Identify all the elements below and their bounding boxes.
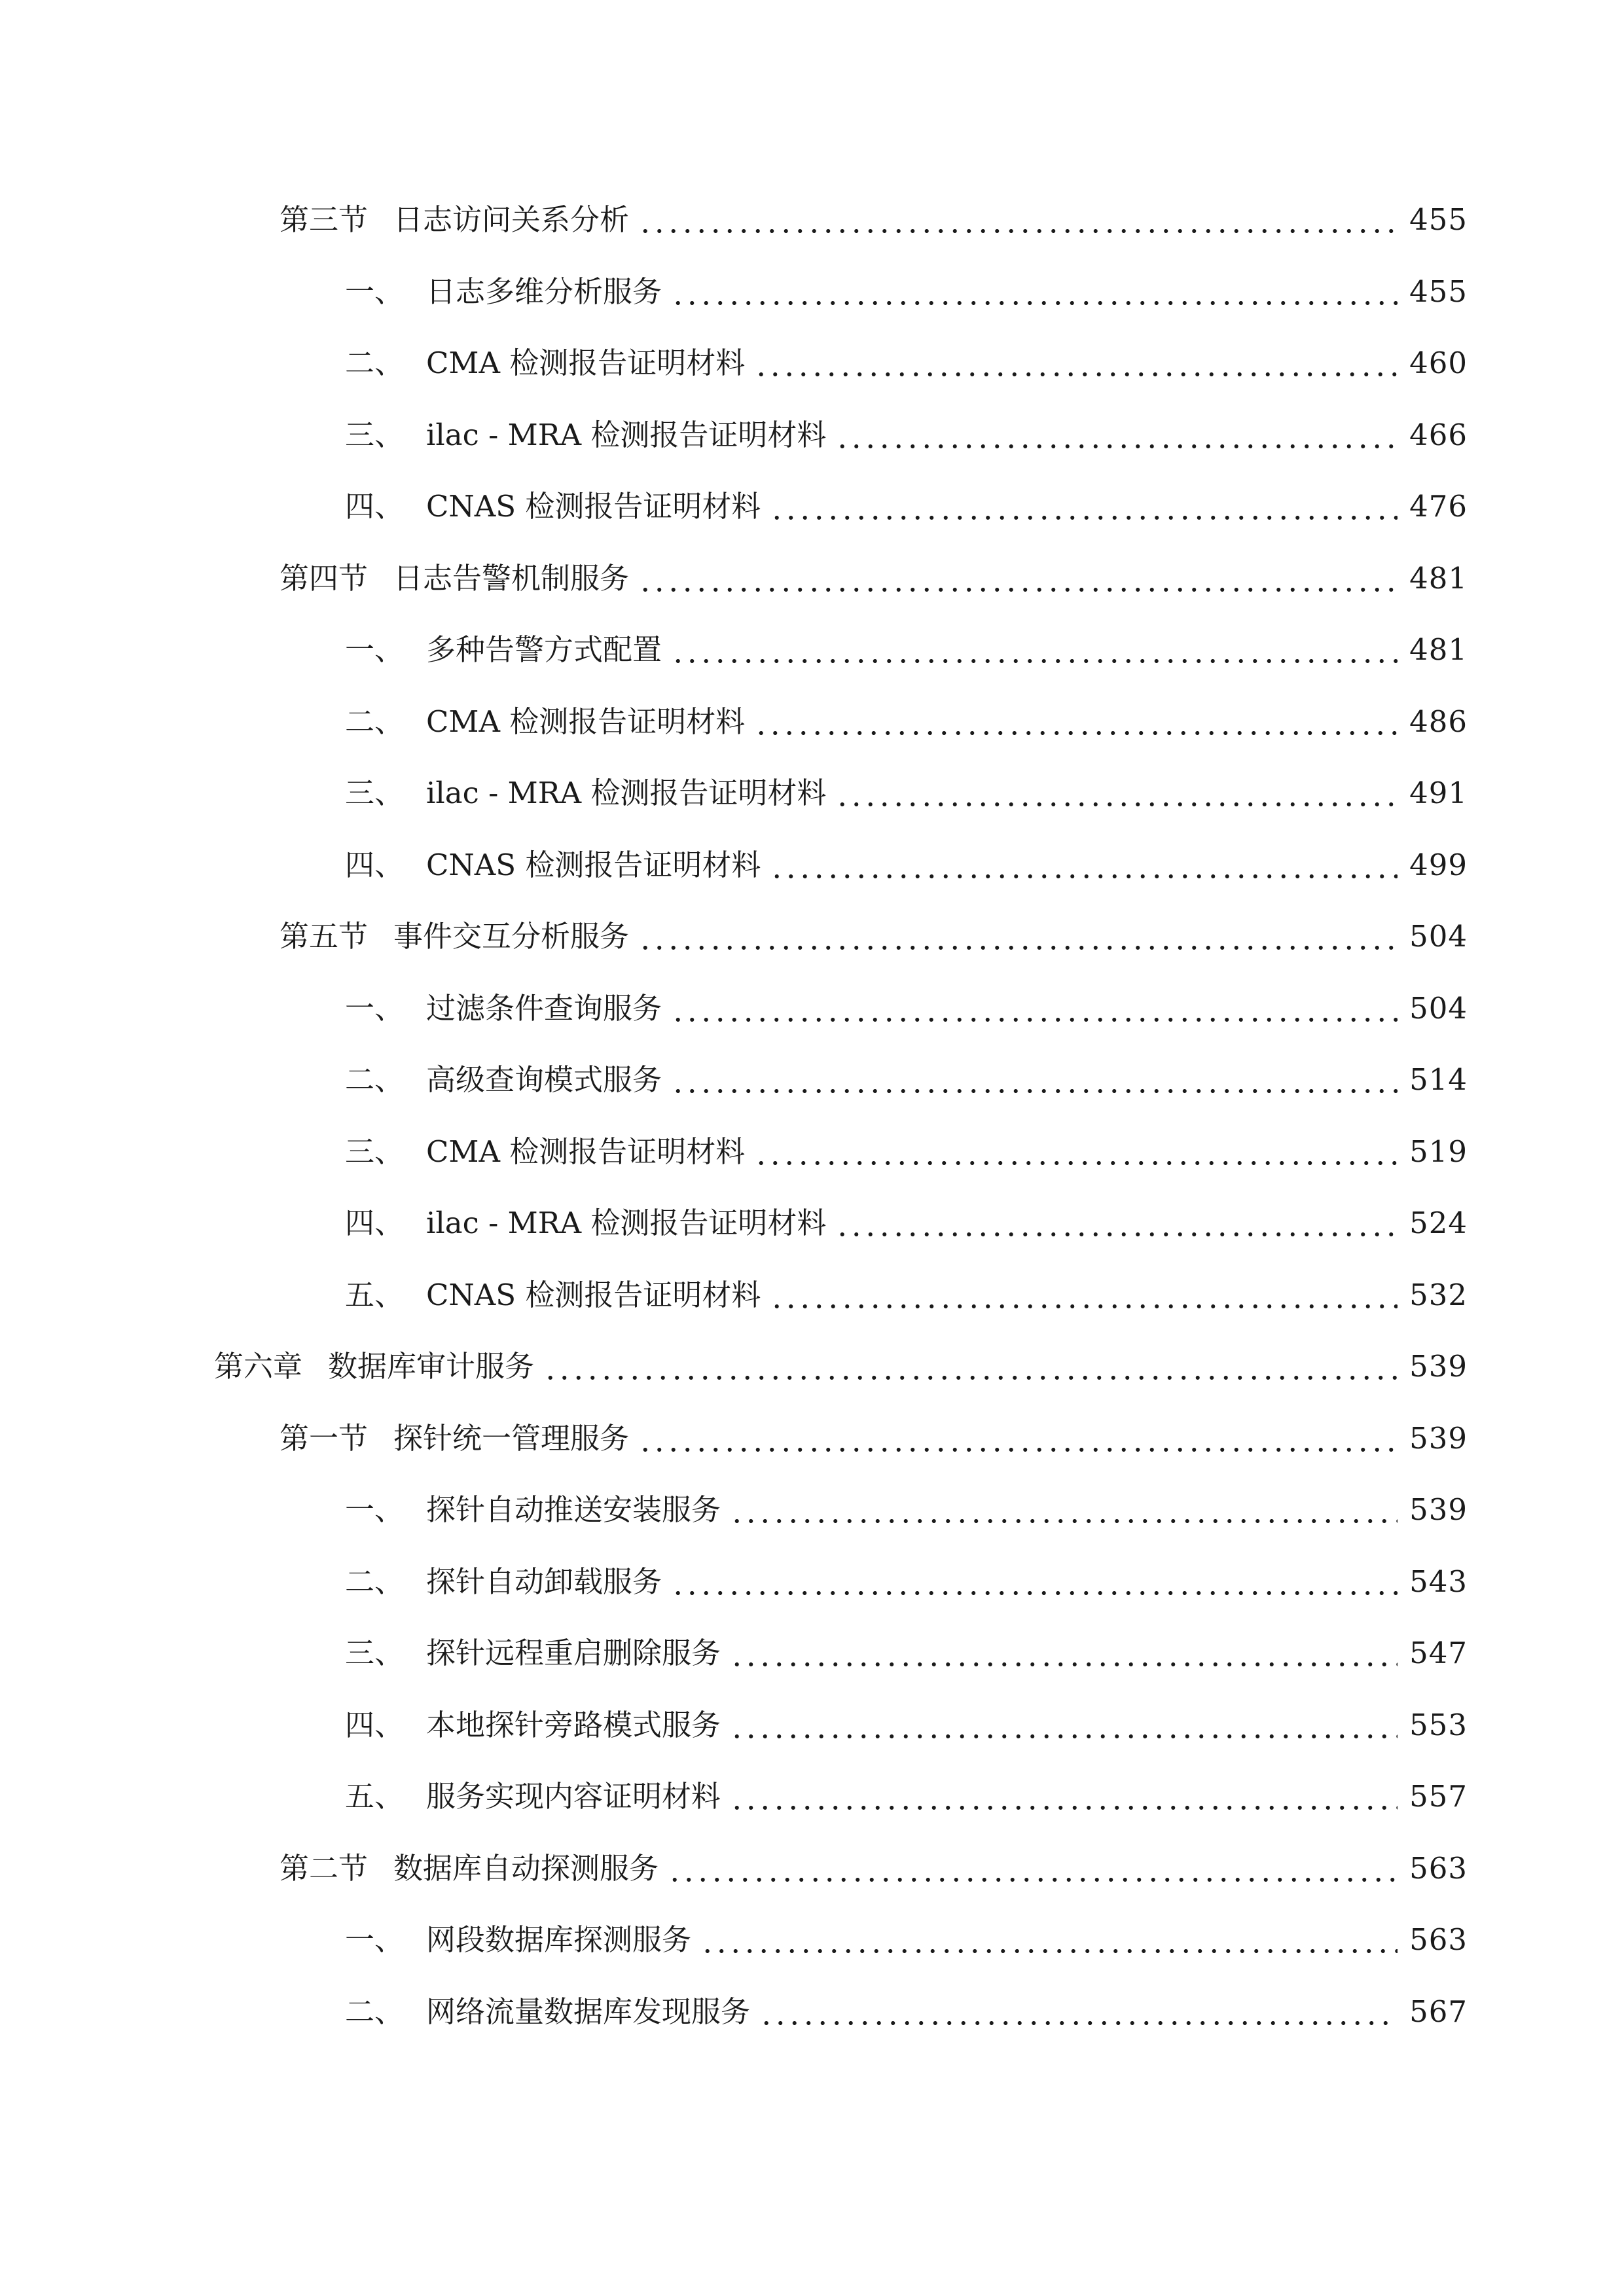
- toc-entry-title: 探针统一管理服务: [393, 1421, 630, 1456]
- toc-entry-number: 第一节: [280, 1421, 369, 1456]
- dot-leader: [638, 207, 1398, 233]
- toc-section-entry[interactable]: [280, 1842, 1468, 1895]
- toc-page-number: 553: [1409, 1708, 1468, 1742]
- dot-leader: [700, 1927, 1398, 1953]
- toc-entry-number: 二、: [345, 704, 405, 739]
- toc-page-number: 476: [1409, 489, 1468, 524]
- dot-leader: [730, 1640, 1398, 1666]
- toc-page-number: 557: [1409, 1779, 1468, 1814]
- toc-page-number: 466: [1409, 418, 1468, 452]
- toc-entry-title: CMA 检测报告证明材料: [426, 346, 746, 380]
- toc-subsection-entry[interactable]: [345, 767, 1468, 819]
- dot-leader: [671, 637, 1398, 663]
- toc-page-number: 460: [1409, 346, 1468, 380]
- toc-entry-number: 二、: [345, 346, 405, 380]
- toc-entry-title: CNAS 检测报告证明材料: [426, 848, 761, 882]
- toc-page-number: 524: [1409, 1206, 1468, 1240]
- toc-entry-number: 二、: [345, 1564, 405, 1599]
- toc-entry-title: 网络流量数据库发现服务: [426, 1994, 751, 2029]
- toc-subsection-entry[interactable]: [345, 1770, 1468, 1823]
- toc-entry-title: 多种告警方式配置: [426, 632, 662, 667]
- toc-entry-title: 探针自动卸载服务: [426, 1564, 662, 1599]
- toc-entry-title: 过滤条件查询服务: [426, 991, 662, 1026]
- toc-chapter-entry[interactable]: [214, 1340, 1468, 1393]
- toc-page-number: 504: [1409, 919, 1468, 954]
- toc-page-number: 547: [1409, 1636, 1468, 1670]
- toc-page-number: 567: [1409, 1994, 1468, 2029]
- table-of-contents: [0, 194, 1624, 2092]
- dot-leader: [638, 565, 1398, 592]
- toc-entry-number: 第二节: [280, 1851, 369, 1886]
- toc-entry-number: 二、: [345, 1062, 405, 1097]
- dot-leader: [638, 1426, 1398, 1452]
- toc-subsection-entry[interactable]: [345, 624, 1468, 676]
- toc-subsection-entry[interactable]: [345, 1126, 1468, 1178]
- toc-entry-number: 三、: [345, 418, 405, 452]
- toc-subsection-entry[interactable]: [345, 1054, 1468, 1106]
- toc-page-number: 539: [1409, 1492, 1468, 1527]
- toc-subsection-entry[interactable]: [345, 1986, 1468, 2038]
- dot-leader: [770, 1282, 1398, 1308]
- toc-entry-number: 四、: [345, 848, 405, 882]
- toc-page-number: 532: [1409, 1278, 1468, 1312]
- toc-entry-number: 三、: [345, 776, 405, 810]
- toc-page-number: 543: [1409, 1564, 1468, 1599]
- toc-entry-title: 数据库自动探测服务: [393, 1851, 659, 1886]
- dot-leader: [770, 852, 1398, 878]
- dot-leader: [754, 709, 1398, 735]
- toc-entry-number: 一、: [345, 274, 405, 309]
- toc-section-entry[interactable]: [280, 1412, 1468, 1465]
- toc-entry-number: 一、: [345, 991, 405, 1026]
- toc-subsection-entry[interactable]: [345, 1699, 1468, 1751]
- toc-page-number: 455: [1409, 274, 1468, 309]
- toc-page-number: 481: [1409, 561, 1468, 596]
- toc-section-entry[interactable]: [280, 552, 1468, 605]
- toc-entry-number: 三、: [345, 1134, 405, 1169]
- dot-leader: [835, 1210, 1398, 1236]
- toc-subsection-entry[interactable]: [345, 1197, 1468, 1249]
- toc-page-number: 563: [1409, 1922, 1468, 1957]
- toc-entry-number: 四、: [345, 489, 405, 524]
- toc-subsection-entry[interactable]: [345, 409, 1468, 461]
- toc-entry-number: 三、: [345, 1636, 405, 1670]
- toc-page-number: 519: [1409, 1134, 1468, 1169]
- toc-entry-title: 网段数据库探测服务: [426, 1922, 692, 1957]
- toc-page-number: 539: [1409, 1349, 1468, 1384]
- toc-page-number: 539: [1409, 1421, 1468, 1456]
- dot-leader: [671, 279, 1398, 305]
- toc-entry-title: ilac - MRA 检测报告证明材料: [426, 776, 827, 810]
- toc-subsection-entry[interactable]: [345, 266, 1468, 318]
- toc-entry-title: ilac - MRA 检测报告证明材料: [426, 1206, 827, 1240]
- dot-leader: [754, 1139, 1398, 1165]
- dot-leader: [671, 996, 1398, 1022]
- toc-entry-title: 日志多维分析服务: [426, 274, 662, 309]
- toc-entry-title: ilac - MRA 检测报告证明材料: [426, 418, 827, 452]
- toc-page-number: 563: [1409, 1851, 1468, 1886]
- toc-entry-title: CNAS 检测报告证明材料: [426, 1278, 761, 1312]
- toc-entry-number: 一、: [345, 1922, 405, 1957]
- toc-subsection-entry[interactable]: [345, 1484, 1468, 1536]
- dot-leader: [730, 1712, 1398, 1738]
- toc-entry-title: CMA 检测报告证明材料: [426, 1134, 746, 1169]
- toc-section-entry[interactable]: [280, 910, 1468, 963]
- toc-entry-title: CNAS 检测报告证明材料: [426, 489, 761, 524]
- toc-entry-title: 数据库审计服务: [328, 1349, 535, 1384]
- toc-entry-number: 二、: [345, 1994, 405, 2029]
- toc-entry-number: 一、: [345, 632, 405, 667]
- toc-page-number: 486: [1409, 704, 1468, 739]
- toc-page-number: 455: [1409, 202, 1468, 237]
- dot-leader: [770, 493, 1398, 520]
- toc-entry-title: 本地探针旁路模式服务: [426, 1708, 721, 1742]
- dot-leader: [835, 422, 1398, 448]
- toc-entry-number: 第三节: [280, 202, 369, 237]
- dot-leader: [638, 924, 1398, 950]
- dot-leader: [759, 1999, 1398, 2025]
- toc-subsection-entry[interactable]: [345, 982, 1468, 1035]
- toc-section-entry[interactable]: [280, 194, 1468, 246]
- toc-subsection-entry[interactable]: [345, 480, 1468, 533]
- toc-entry-number: 第五节: [280, 919, 369, 954]
- toc-entry-title: 日志告警机制服务: [393, 561, 630, 596]
- toc-entry-title: 服务实现内容证明材料: [426, 1779, 721, 1814]
- dot-leader: [671, 1067, 1398, 1093]
- toc-subsection-entry[interactable]: [345, 337, 1468, 389]
- toc-subsection-entry[interactable]: [345, 1627, 1468, 1679]
- dot-leader: [543, 1354, 1398, 1380]
- toc-page-number: 481: [1409, 632, 1468, 667]
- toc-entry-title: 探针自动推送安装服务: [426, 1492, 721, 1527]
- toc-entry-title: CMA 检测报告证明材料: [426, 704, 746, 739]
- toc-subsection-entry[interactable]: [345, 1269, 1468, 1321]
- toc-page-number: 499: [1409, 848, 1468, 882]
- toc-page-number: 491: [1409, 776, 1468, 810]
- toc-entry-title: 日志访问关系分析: [393, 202, 630, 237]
- dot-leader: [730, 1784, 1398, 1810]
- toc-entry-number: 第六章: [214, 1349, 303, 1384]
- toc-entry-number: 四、: [345, 1708, 405, 1742]
- toc-entry-number: 一、: [345, 1492, 405, 1527]
- toc-entry-title: 探针远程重启删除服务: [426, 1636, 721, 1670]
- toc-page-number: 514: [1409, 1062, 1468, 1097]
- toc-subsection-entry[interactable]: [345, 696, 1468, 748]
- toc-subsection-entry[interactable]: [345, 1914, 1468, 1966]
- dot-leader: [835, 780, 1398, 806]
- toc-entry-title: 高级查询模式服务: [426, 1062, 662, 1097]
- dot-leader: [730, 1497, 1398, 1523]
- toc-entry-number: 四、: [345, 1206, 405, 1240]
- dot-leader: [671, 1569, 1398, 1595]
- dot-leader: [754, 350, 1398, 376]
- toc-entry-number: 五、: [345, 1779, 405, 1814]
- toc-entry-number: 五、: [345, 1278, 405, 1312]
- toc-subsection-entry[interactable]: [345, 1556, 1468, 1608]
- toc-page-number: 504: [1409, 991, 1468, 1026]
- toc-entry-number: 第四节: [280, 561, 369, 596]
- dot-leader: [668, 1856, 1398, 1882]
- toc-entry-title: 事件交互分析服务: [393, 919, 630, 954]
- toc-subsection-entry[interactable]: [345, 839, 1468, 891]
